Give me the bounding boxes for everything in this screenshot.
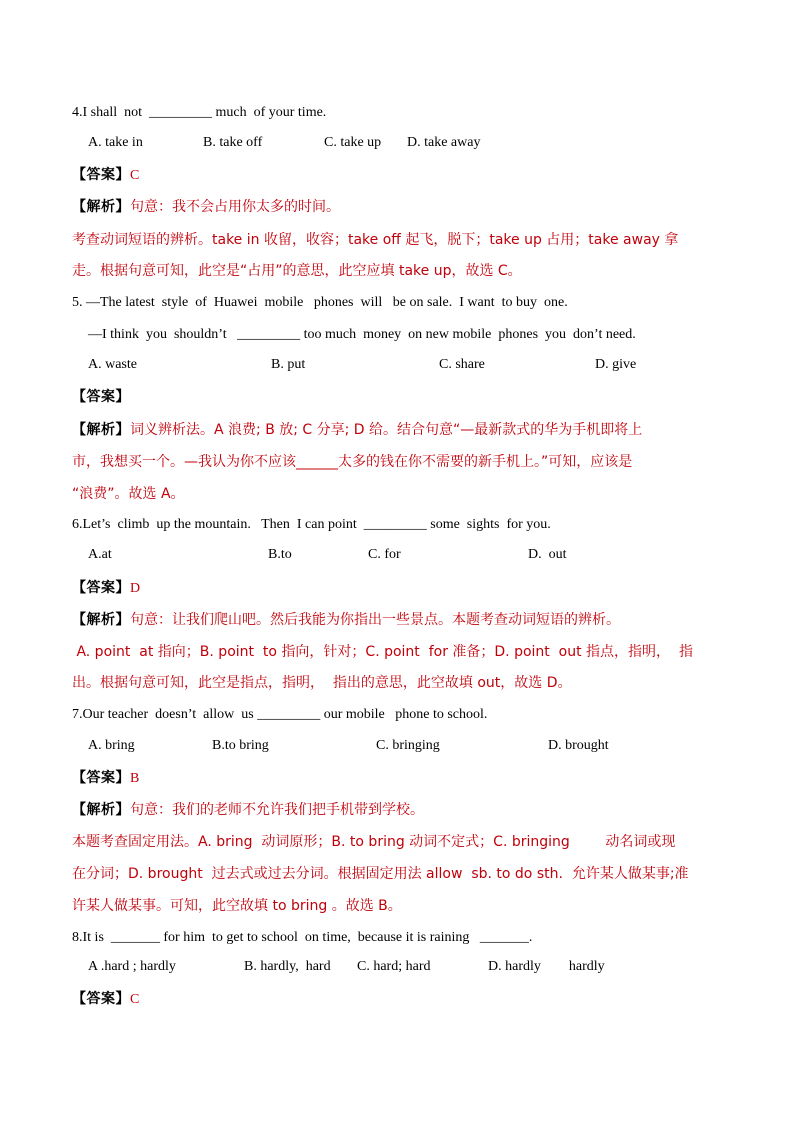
analysis-label: 【解析】 bbox=[72, 422, 130, 438]
question-6-option-a: A.at bbox=[88, 547, 112, 562]
answer-value: B bbox=[130, 771, 140, 786]
question-7-option-b: B.to bring bbox=[212, 738, 269, 753]
question-8-option-d: D. hardly hardly bbox=[488, 959, 605, 974]
analysis-text: 句意：我们的老师不允许我们把手机带到学校。 bbox=[130, 802, 424, 818]
question-6-analysis-3: 出。根据句意可知，此空是指点，指明， 指出的意思，此空故填 out，故选 D。 bbox=[72, 675, 572, 691]
answer-label: 【答案】 bbox=[72, 167, 130, 183]
question-4-option-a: A. take in bbox=[88, 135, 143, 150]
analysis-label: 【解析】 bbox=[72, 199, 130, 215]
question-5-analysis-2: 市，我想买一个。—我认为你不应该______太多的钱在你不需要的新手机上。”可知，应该是 bbox=[72, 454, 633, 470]
question-5-stem-2: —I think you shouldn’t _________ too much money on new mobile phones you don’t need. bbox=[88, 327, 636, 342]
question-6-answer bbox=[72, 578, 140, 599]
question-8-option-c: C. hard; hard bbox=[357, 959, 431, 974]
question-7-option-a: A. bring bbox=[88, 738, 135, 753]
question-7-option-d: D. brought bbox=[548, 738, 609, 753]
answer-label: 【答案】 bbox=[72, 389, 130, 405]
question-7-analysis-1 bbox=[72, 800, 424, 820]
question-5-option-a: A. waste bbox=[88, 357, 137, 372]
answer-label: 【答案】 bbox=[72, 580, 130, 596]
question-8-option-a: A .hard ; hardly bbox=[88, 959, 176, 974]
question-8-answer bbox=[72, 989, 139, 1010]
question-4-analysis-3: 走。根据句意可知，此空是“占用”的意思，此空应填 take up，故选 C。 bbox=[72, 263, 522, 279]
analysis-text: 句意：我不会占用你太多的时间。 bbox=[130, 199, 340, 215]
question-4-stem: 4.I shall not _________ much of your time. bbox=[72, 105, 327, 120]
question-5-option-b: B. put bbox=[271, 357, 306, 372]
question-4-option-b: B. take off bbox=[203, 135, 263, 150]
answer-label: 【答案】 bbox=[72, 991, 130, 1007]
question-7-answer bbox=[72, 768, 139, 789]
question-7-analysis-3: 在分词；D. brought 过去式或过去分词。根据固定用法 allow sb. to do sth. 允许某人做某事;准 bbox=[72, 866, 689, 882]
question-6-analysis-1 bbox=[72, 610, 620, 630]
analysis-label: 【解析】 bbox=[72, 612, 130, 628]
question-5-analysis-1 bbox=[72, 420, 642, 440]
question-7-stem: 7.Our teacher doesn’t allow us _________ our mobile phone to school. bbox=[72, 707, 488, 722]
question-5-stem: 5. —The latest style of Huawei mobile phones will be on sale. I want to buy one. bbox=[72, 295, 568, 310]
question-6-analysis-2: A. point at 指向；B. point to 指向，针对；C. point for 准备；D. point out 指点，指明， 指 bbox=[72, 644, 693, 660]
question-6-option-b: B.to bbox=[268, 547, 292, 562]
question-7-analysis-2: 本题考查固定用法。A. bring 动词原形；B. to bring 动词不定式；C. bringing 动名词或现 bbox=[72, 834, 676, 850]
question-7-analysis-4: 许某人做某事。可知，此空故填 to bring 。故选 B。 bbox=[72, 898, 402, 914]
question-6-stem: 6.Let’s climb up the mountain. Then I can point _________ some sights for you. bbox=[72, 517, 551, 532]
question-4-analysis-2: 考查动词短语的辨析。take in 收留，收容；take off 起飞，脱下；take up 占用；take away 拿 bbox=[72, 232, 679, 248]
question-5-option-d: D. give bbox=[595, 357, 637, 372]
analysis-text: 词义辨析法。A 浪费; B 放; C 分享; D 给。结合句意“—最新款式的华为手机即将上 bbox=[130, 422, 643, 438]
question-8-option-b: B. hardly, hard bbox=[244, 959, 331, 974]
question-5-answer bbox=[72, 387, 130, 408]
question-6-option-c: C. for bbox=[368, 547, 401, 562]
question-5-option-c: C. share bbox=[439, 357, 485, 372]
analysis-label: 【解析】 bbox=[72, 802, 130, 818]
question-5-analysis-3: “浪费”。故选 A。 bbox=[72, 486, 185, 502]
question-4-analysis-1 bbox=[72, 197, 340, 217]
answer-label: 【答案】 bbox=[72, 770, 130, 786]
answer-value: C bbox=[130, 168, 140, 183]
question-4-option-c: C. take up bbox=[324, 135, 382, 150]
question-6-option-d: D. out bbox=[528, 547, 567, 562]
question-4-option-d: D. take away bbox=[407, 135, 481, 150]
question-8-stem: 8.It is _______ for him to get to school on time, because it is raining _______. bbox=[72, 930, 533, 945]
question-4-answer bbox=[72, 165, 139, 186]
question-7-option-c: C. bringing bbox=[376, 738, 440, 753]
answer-value: C bbox=[130, 992, 140, 1007]
analysis-text: 句意：让我们爬山吧。然后我能为你指出一些景点。本题考查动词短语的辨析。 bbox=[130, 612, 620, 628]
answer-value: D bbox=[130, 581, 141, 596]
